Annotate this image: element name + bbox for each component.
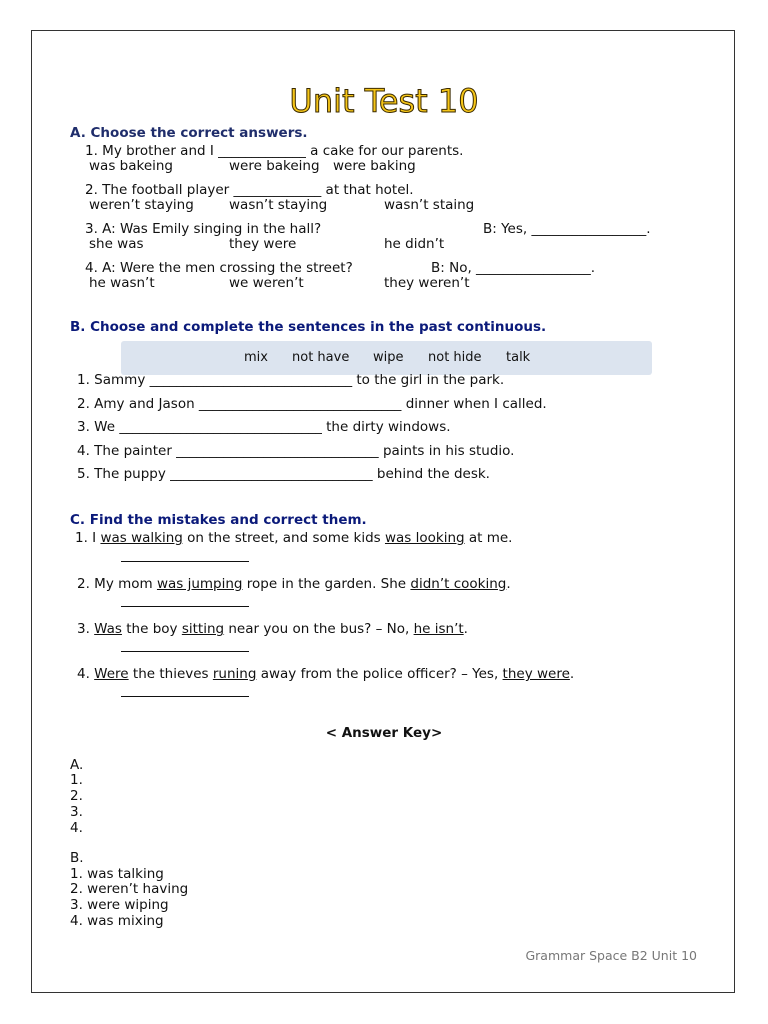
mistake-sentence-4	[77, 666, 574, 682]
sentence-text: .	[569, 666, 575, 682]
sentence-number: 3.	[77, 621, 95, 637]
option-a4-3: they weren’t	[384, 275, 470, 291]
sentence-text: the thieves	[128, 666, 213, 682]
exercise-b-item: 5. The puppy ______________________________ behind the desk.	[77, 466, 490, 482]
answer-key-b-line: 2. weren’t having	[70, 881, 189, 897]
option-a4-1: he wasn’t	[89, 275, 155, 291]
answer-key-a-label: A.	[70, 757, 84, 773]
word-bank-item: wipe	[373, 350, 404, 365]
option-a2-1: weren’t staying	[89, 197, 194, 213]
word-bank-item: talk	[506, 350, 531, 365]
sentence-text: away from the police officer? – Yes,	[256, 666, 503, 682]
section-a-heading: A. Choose the correct answers.	[70, 125, 308, 141]
sentence-text: .	[506, 576, 511, 592]
sentence-text: .	[463, 621, 468, 637]
sentence-number: 2. My mom	[77, 576, 157, 592]
option-a3-1: she was	[89, 236, 144, 252]
underlined-phrase: they were	[502, 666, 570, 682]
footer-label: Grammar Space B2 Unit 10	[525, 948, 697, 963]
underlined-phrase: was looking	[384, 530, 465, 546]
underlined-phrase: was jumping	[156, 576, 243, 592]
section-b-heading: B. Choose and complete the sentences in the past continuous.	[70, 319, 547, 335]
sentence-number: 1. I	[75, 530, 101, 546]
word-bank-item: mix	[244, 350, 268, 365]
option-a2-2: wasn’t staying	[229, 197, 328, 213]
sentence-number: 4.	[77, 666, 95, 682]
underlined-phrase: was walking	[100, 530, 183, 546]
option-a1-1: was bakeing	[89, 158, 173, 174]
mistake-sentence-2	[77, 576, 511, 592]
answer-key-a-line: 4.	[70, 820, 83, 836]
answer-line	[121, 561, 249, 562]
option-a3-3: he didn’t	[384, 236, 445, 252]
sentence-text: at me.	[464, 530, 513, 546]
mistake-sentence-1	[75, 530, 512, 546]
answer-key-b-label: B.	[70, 850, 84, 866]
option-a3-2: they were	[229, 236, 297, 252]
underlined-phrase: sitting	[181, 621, 225, 637]
answer-key-heading: < Answer Key>	[325, 725, 443, 741]
sentence-text: near you on the bus? – No,	[224, 621, 414, 637]
sentence-text: the boy	[121, 621, 182, 637]
answer-line	[121, 606, 249, 607]
sentence-text: on the street, and some kids	[182, 530, 385, 546]
question-a1: 1. My brother and I _____________ a cake for our parents.	[85, 143, 464, 159]
answer-key-a-line: 1.	[70, 772, 83, 788]
page-title: Unit Test 10	[289, 82, 479, 120]
mistake-sentence-3	[77, 621, 468, 637]
reply-a4: B: No, _________________.	[431, 260, 596, 276]
sentence-text: rope in the garden. She	[242, 576, 411, 592]
answer-key-a-line: 3.	[70, 804, 83, 820]
question-a2: 2. The football player _____________ at that hotel.	[85, 182, 414, 198]
underlined-phrase: he isn’t	[413, 621, 464, 637]
underlined-phrase: Were	[94, 666, 129, 682]
answer-key-b-line: 4. was mixing	[70, 913, 164, 929]
option-a4-2: we weren’t	[229, 275, 304, 291]
question-a4: 4. A: Were the men crossing the street?	[85, 260, 353, 276]
exercise-b-item: 3. We ______________________________ the dirty windows.	[77, 419, 451, 435]
exercise-b-item: 1. Sammy ______________________________ to the girl in the park.	[77, 372, 505, 388]
word-bank-item: not have	[292, 350, 350, 365]
answer-key-b-line: 1. was talking	[70, 866, 164, 882]
reply-a3: B: Yes, _________________.	[483, 221, 651, 237]
underlined-phrase: Was	[94, 621, 122, 637]
section-c-heading: C. Find the mistakes and correct them.	[70, 512, 367, 528]
underlined-phrase: runing	[212, 666, 257, 682]
option-a1-3: were baking	[333, 158, 416, 174]
option-a2-3: wasn’t staing	[384, 197, 475, 213]
word-bank-item: not hide	[428, 350, 482, 365]
underlined-phrase: didn’t cooking	[410, 576, 507, 592]
answer-line	[121, 696, 249, 697]
exercise-b-item: 2. Amy and Jason ______________________________ dinner when I called.	[77, 396, 547, 412]
answer-key-b-line: 3. were wiping	[70, 897, 169, 913]
answer-line	[121, 651, 249, 652]
exercise-b-item: 4. The painter ______________________________ paints in his studio.	[77, 443, 515, 459]
answer-key-a-line: 2.	[70, 788, 83, 804]
question-a3: 3. A: Was Emily singing in the hall?	[85, 221, 322, 237]
option-a1-2: were bakeing	[229, 158, 320, 174]
